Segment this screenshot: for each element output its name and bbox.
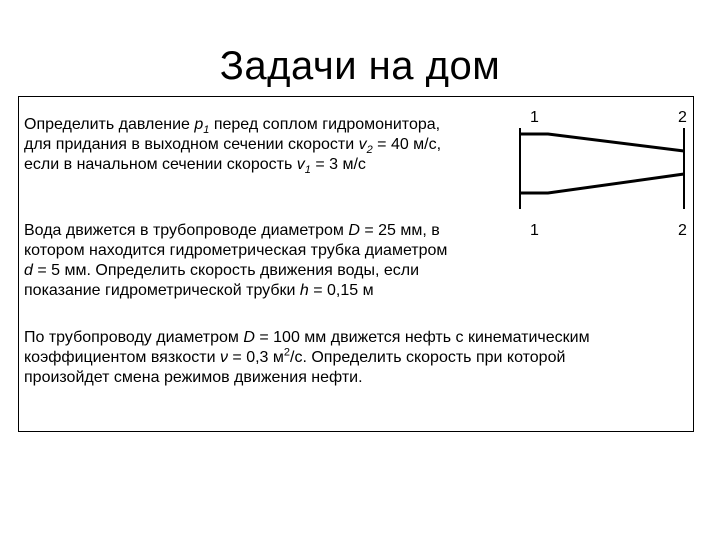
task-text-run: = 0,15 м (308, 282, 374, 299)
task-text-run: 2 (283, 346, 290, 359)
task-text-run: коэффициентом вязкости (24, 349, 220, 366)
task-text-run: котором находится гидрометрическая трубка диаметром (24, 242, 448, 259)
task-text-run: = 25 мм, в (359, 222, 440, 239)
page-title: Задачи на дом (219, 44, 501, 88)
task-text-run: произойдет смена режимов движения нефти. (24, 369, 363, 386)
section-1-top-label: 1 (530, 109, 539, 126)
task-text-run: Определить давление (24, 116, 195, 133)
task-text-run: = 40 м/с, (372, 136, 442, 153)
task-text-run: = 0,3 м (227, 349, 284, 366)
task-text-run: = 100 мм движется нефть с кинематическим (254, 329, 590, 346)
task-text-run: /с. Определить скорость при которой (290, 349, 566, 366)
task-text-run: для придания в выходном сечении скорости (24, 136, 359, 153)
task-text-run: Вода движется в трубопроводе диаметром (24, 222, 349, 239)
task-text-run: показание гидрометрической трубки (24, 282, 300, 299)
section-2-bottom-label: 2 (678, 222, 687, 239)
task-text-run: 1 (304, 164, 311, 177)
task-text-run: 1 (203, 124, 210, 137)
task-text-run: D (348, 222, 360, 239)
task-text-run: d (24, 262, 33, 279)
section-2-top-label: 2 (678, 109, 687, 126)
task-text-run: = 3 м/с (310, 156, 366, 173)
task-text-run: перед соплом гидромонитора, (209, 116, 441, 133)
task-text-run: p (194, 116, 204, 133)
task-text-run: D (243, 329, 255, 346)
task-text-run: v (296, 156, 305, 173)
task-text-run: ν (219, 349, 228, 366)
task-text-run: если в начальном сечении скорость (24, 156, 297, 173)
section-1-bottom-label: 1 (530, 222, 539, 239)
nozzle-lower-wall (520, 174, 684, 193)
task-text-run: v (358, 136, 367, 153)
task-text-run: h (299, 282, 309, 299)
task-text-run: 2 (366, 144, 373, 157)
task-text-run: = 5 мм. Определить скорость движения воды, если (32, 262, 420, 279)
task-text-run: По трубопроводу диаметром (24, 329, 244, 346)
nozzle-upper-wall (520, 134, 684, 151)
